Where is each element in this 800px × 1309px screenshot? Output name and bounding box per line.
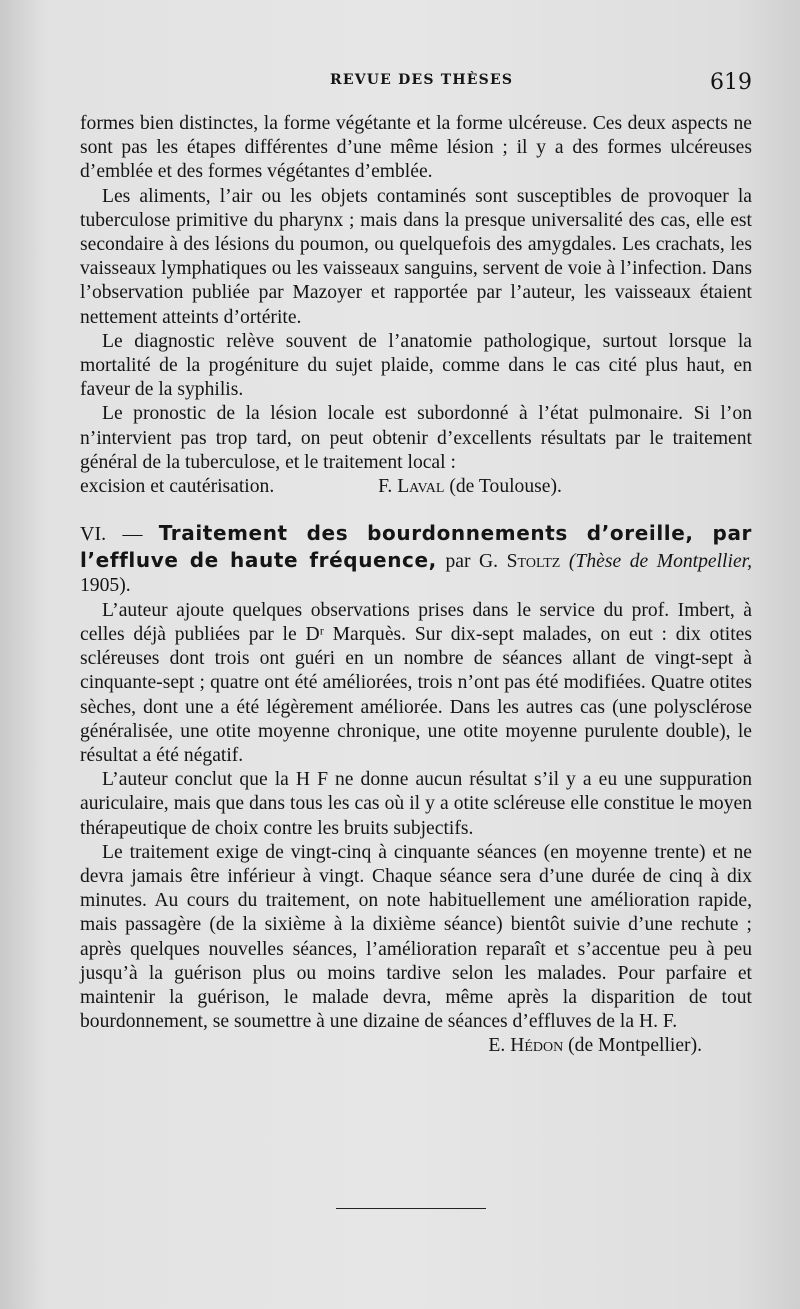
section-author: Stoltz <box>506 550 561 572</box>
paragraph-continuation: formes bien distinctes, la forme végétante et la forme ulcéreuse. Ces deux aspects ne sont pas les étapes différentes d’une même lésion ; il y a des formes ulcéreuses d’emblée et des formes végétantes d’emblée. <box>80 113 752 183</box>
paragraph-etiology: Les aliments, l’air ou les objets contaminés sont susceptibles de provoquer la tuberculose primitive du pharynx ; mais dans la presque universalité des cas, elle est secondaire à des lésions du poumon, ou quelquefois des amygdales. Les crachats, les vaisseaux lymphatiques ou les vaisseaux sanguins, servent de voie à l’infection. Dans l’observation publiée par Mazoyer et rapportée par l’auteur, les vaisseaux étaient nettement atteints d’ortérite. <box>80 185 752 328</box>
paragraph-prognosis: Le pronostic de la lésion locale est subordonné à l’état pulmonaire. Si l’on n’intervient pas trop tard, on peut obtenir d’excellents résultats par le traitement général de la tuberculose, et le traitement local : <box>80 403 752 473</box>
end-rule <box>336 1208 486 1209</box>
signature-laval: F. Laval (de Toulouse). <box>378 476 562 498</box>
section-byline: par G. <box>445 550 499 572</box>
thesis-year: 1905). <box>80 575 131 597</box>
paragraph-conclusion: L’auteur conclut que la H F ne donne aucun résultat s’il y a eu une suppuration auriculaire, mais que dans tous les cas où il y a otite scléreuse elle constitue le moyen thérapeutique de choix contre les bruits subjectifs. <box>80 769 752 839</box>
paragraph-diagnosis: Le diagnostic relève souvent de l’anatomie pathologique, surtout lorsque la mortalité de la progéniture du sujet plaide, comme dans le cas cité plus haut, en faveur de la syphilis. <box>80 330 752 401</box>
last-line-text: excision et cautérisation. <box>80 476 275 498</box>
signature-hedon: E. Hédon (de Montpellier). <box>488 1035 702 1057</box>
page-body <box>80 112 752 1059</box>
paragraph-observations: L’auteur ajoute quelques observations prises dans le service du prof. Imbert, à celles déjà publiées par le Dʳ Marquès. Sur dix-sept malades, on eut : dix otites scléreuses dont trois ont guéri en un nombre de séances allant de vingt-sept à cinquante-sept ; quatre ont été améliorées, trois n’ont pas été modifiées. Quatre otites sèches, dont une a été légèrement améliorée. Dans les autres cas (une polysclérose généralisée, une otite moyenne chronique, une otite moyenne purulente double), le résultat a été négatif. <box>80 599 752 766</box>
last-line-with-signature <box>80 475 752 499</box>
section-title: Traitement des bourdonnements d’oreille, par l’effluve de haute fréquence, <box>80 521 752 572</box>
running-title: REVUE DES THÈSES <box>330 72 514 88</box>
paragraph-treatment: Le traitement exige de vingt-cinq à cinquante séances (en moyenne trente) et ne devra jamais être inférieur à vingt. Chaque séance sera d’une durée de cinq à dix minutes. Au cours du traitement, on note habituellement une amélioration rapide, mais passagère (de la sixième à la dixième séance) bientôt suivie d’une rechute ; après quelques nouvelles séances, l’amélioration reparaît et s’accentue peu à peu jusqu’à la guérison plus ou moins tardive selon les malades. Pour parfaire et maintenir la guérison, le malade devra, même après la disparition de tout bourdonnement, se soumettre à une dizaine de séances d’effluves de la H. F. <box>80 841 752 1033</box>
thesis-label: (Thèse de Montpellier, <box>568 550 752 572</box>
page-number: 619 <box>710 70 752 95</box>
section-number: VI. — <box>80 523 143 546</box>
section-heading <box>80 521 752 599</box>
page-header <box>0 70 800 100</box>
